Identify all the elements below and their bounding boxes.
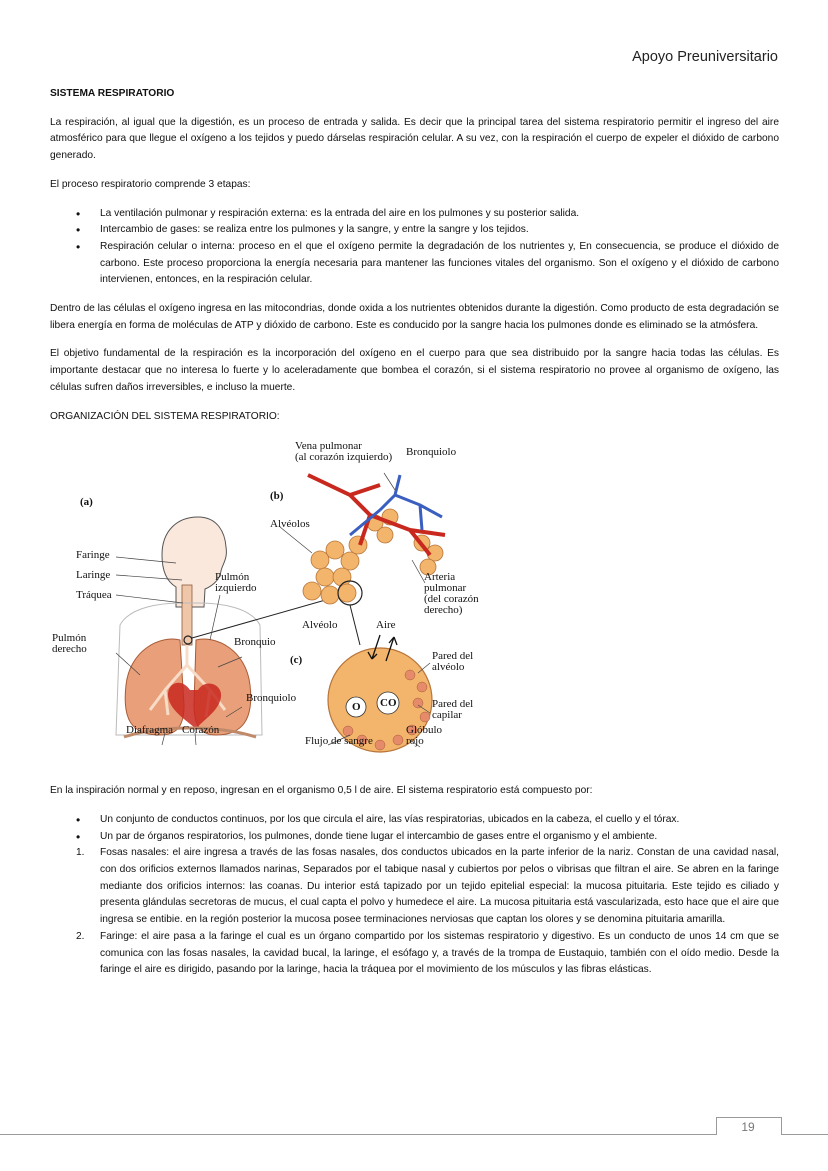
page-header: Apoyo Preuniversitario bbox=[632, 49, 778, 65]
label-pared-capilar: Pared del bbox=[432, 698, 474, 711]
page-number: 19 bbox=[741, 1120, 755, 1134]
label-vena-pulmonar-2: (al corazón izquierdo) bbox=[295, 451, 393, 464]
panel-a-label: (a) bbox=[80, 496, 93, 509]
label-vena-pulmonar: Vena pulmonar bbox=[295, 440, 362, 453]
label-faringe: Faringe bbox=[76, 549, 110, 562]
label-corazon: Corazón bbox=[182, 724, 220, 737]
label-bronquiolo: Bronquiolo bbox=[246, 692, 297, 705]
label-laringe: Laringe bbox=[76, 569, 111, 582]
label-pulmon-izquierdo: Pulmón bbox=[215, 571, 250, 584]
label-pared-alveolo-2: alvéolo bbox=[432, 661, 465, 674]
label-flujo: Flujo de sangre bbox=[305, 735, 373, 748]
label-traquea: Tráquea bbox=[76, 589, 112, 602]
label-arteria-3: (del corazón bbox=[424, 593, 479, 606]
label-arteria-2: pulmonar bbox=[424, 582, 467, 595]
label-co2: CO bbox=[380, 697, 397, 710]
components-list bbox=[50, 812, 779, 845]
document-title: SISTEMA RESPIRATORIO bbox=[50, 88, 175, 99]
footer-rule bbox=[0, 1134, 828, 1135]
label-pared-capilar-2: capilar bbox=[432, 709, 462, 722]
list-item bbox=[50, 845, 779, 929]
panel-c-label: (c) bbox=[290, 654, 303, 667]
list-item: • Intercambio de gases: se realiza entre los pulmones y la sangre, y entre la sangre y los tejidos. bbox=[50, 222, 779, 239]
item-number: 1. bbox=[76, 847, 85, 859]
paragraph-intro: La respiración, al igual que la digestión, es un proceso de entrada y salida. Es decir que la principal tarea del sistema respiratorio permitir el ingreso del aire atmosférico para que llegue el oxígeno a los tejidos y puedo dárselas respiración celular. A su vez, con la respiración el cuerpo de expeler el dióxido de carbono generado. bbox=[50, 116, 779, 162]
label-pared-alveolo: Pared del bbox=[432, 650, 474, 663]
label-bronquiolo-b: Bronquiolo bbox=[406, 446, 457, 459]
list-item: • Un conjunto de conductos continuos, por los que circula el aire, las vías respiratorias, ubicados en la cabeza, el cuello y el tórax. bbox=[50, 812, 779, 829]
list-item: • Un par de órganos respiratorios, los pulmones, donde tiene lugar el intercambio de gases entre el organismo y el ambiente. bbox=[50, 829, 779, 846]
label-alveolo: Alvéolo bbox=[302, 619, 338, 632]
paragraph-cells: Dentro de las células el oxígeno ingresa en las mitocondrias, donde oxida a los nutrientes obtenidos durante la digestión. Como producto de esta degradación se libera energía en forma de moléculas de ATP y dióxido de carbono. Este es conducido por la sangre hacia los pulmones donde es eliminado se la atmósfera. bbox=[50, 303, 779, 331]
paragraph-stages-intro: El proceso respiratorio comprende 3 etapas: bbox=[50, 178, 251, 190]
respiratory-system-figure bbox=[50, 435, 510, 775]
label-globulo: Glóbulo bbox=[406, 724, 443, 737]
label-pulmon-izquierdo-2: izquierdo bbox=[215, 582, 257, 595]
section-heading: ORGANIZACIÓN DEL SISTEMA RESPIRATORIO: bbox=[50, 410, 280, 422]
label-aire: Aire bbox=[376, 619, 396, 632]
label-diafragma: Diafragma bbox=[126, 724, 174, 737]
label-globulo-2: rojo bbox=[406, 735, 424, 748]
item-number: 2. bbox=[76, 930, 85, 942]
numbered-list bbox=[50, 845, 779, 979]
item-text: Fosas nasales: el aire ingresa a través de las fosas nasales, dos conductos ubicados en la parte inferior de la nariz. Constan de una cavidad nasal, con dos orificios externos llamados narinas, Separados por el tabique nasal y cubiertos por pelos o vibrisas que filtran el aire. Se abren en la faringe mediante dos orificios internos: las coanas. Du interior está tapizado por un tejido epitelial especial: la mucosa pituitaria. Este tejido es ciliado y presenta glándulas secretoras de mucus, el cual capta el polvo y humedece el aire. La mucosa pituitaria está vascularizada, esto hace que el aire que ingresa se entibie. en la región posterior la mucosa posee terminaciones nerviosas que captan los olores y se denomina pituitaria amarilla. bbox=[100, 847, 779, 926]
stages-list bbox=[50, 206, 779, 290]
list-item bbox=[50, 929, 779, 979]
list-item: • Respiración celular o interna: proceso en el que el oxígeno permite la degradación de los nutrientes y, En consecuencia, se produce el dióxido de carbono. Este proceso proporciona la energía necesaria para mantener las funciones vitales del organismo. Son el oxígeno y el dióxido de carbono intervienen, entonces, en la respiración celular. bbox=[50, 239, 779, 289]
panel-b-label: (b) bbox=[270, 490, 284, 503]
document-body bbox=[50, 86, 779, 991]
paragraph-composition: En la inspiración normal y en reposo, ingresan en el organismo 0,5 l de aire. El sistema respiratorio está compuesto por: bbox=[50, 785, 593, 797]
list-item: • La ventilación pulmonar y respiración externa: es la entrada del aire en los pulmones y su posterior salida. bbox=[50, 206, 779, 223]
label-bronquio: Bronquio bbox=[234, 636, 276, 649]
label-arteria-4: derecho) bbox=[424, 604, 463, 617]
label-alveolos: Alvéolos bbox=[270, 518, 310, 531]
item-text: Faringe: el aire pasa a la faringe el cual es un órgano compartido por los sistemas respiratorio y digestivo. Es un conducto de unos 14 cm que se comunica con las fosas nasales, la cavidad bucal, la laringe, el esófago y, a través de la trompa de Eustaquio, también con el oído medio. Desde la faringe el aire es dirigido, pasando por la laringe, hacia la tráquea por el movimiento de los músculos y las fibras elásticas. bbox=[100, 930, 779, 976]
label-pulmon-derecho: Pulmón bbox=[52, 632, 87, 645]
label-arteria: Arteria bbox=[424, 571, 456, 584]
label-oxygen: O bbox=[352, 701, 361, 714]
paragraph-objective: El objetivo fundamental de la respiración es la incorporación del oxígeno en el cuerpo para que sea distribuido por la sangre hacia todas las células. Es importante destacar que no interesa lo fuerte y lo aceleradamente que bombea el corazón, si el sistema respiratorio no provee al organismo de oxígeno, las células sufren daños irreversibles, e incluso la muerte. bbox=[50, 348, 779, 393]
label-pulmon-derecho-2: derecho bbox=[52, 643, 87, 656]
